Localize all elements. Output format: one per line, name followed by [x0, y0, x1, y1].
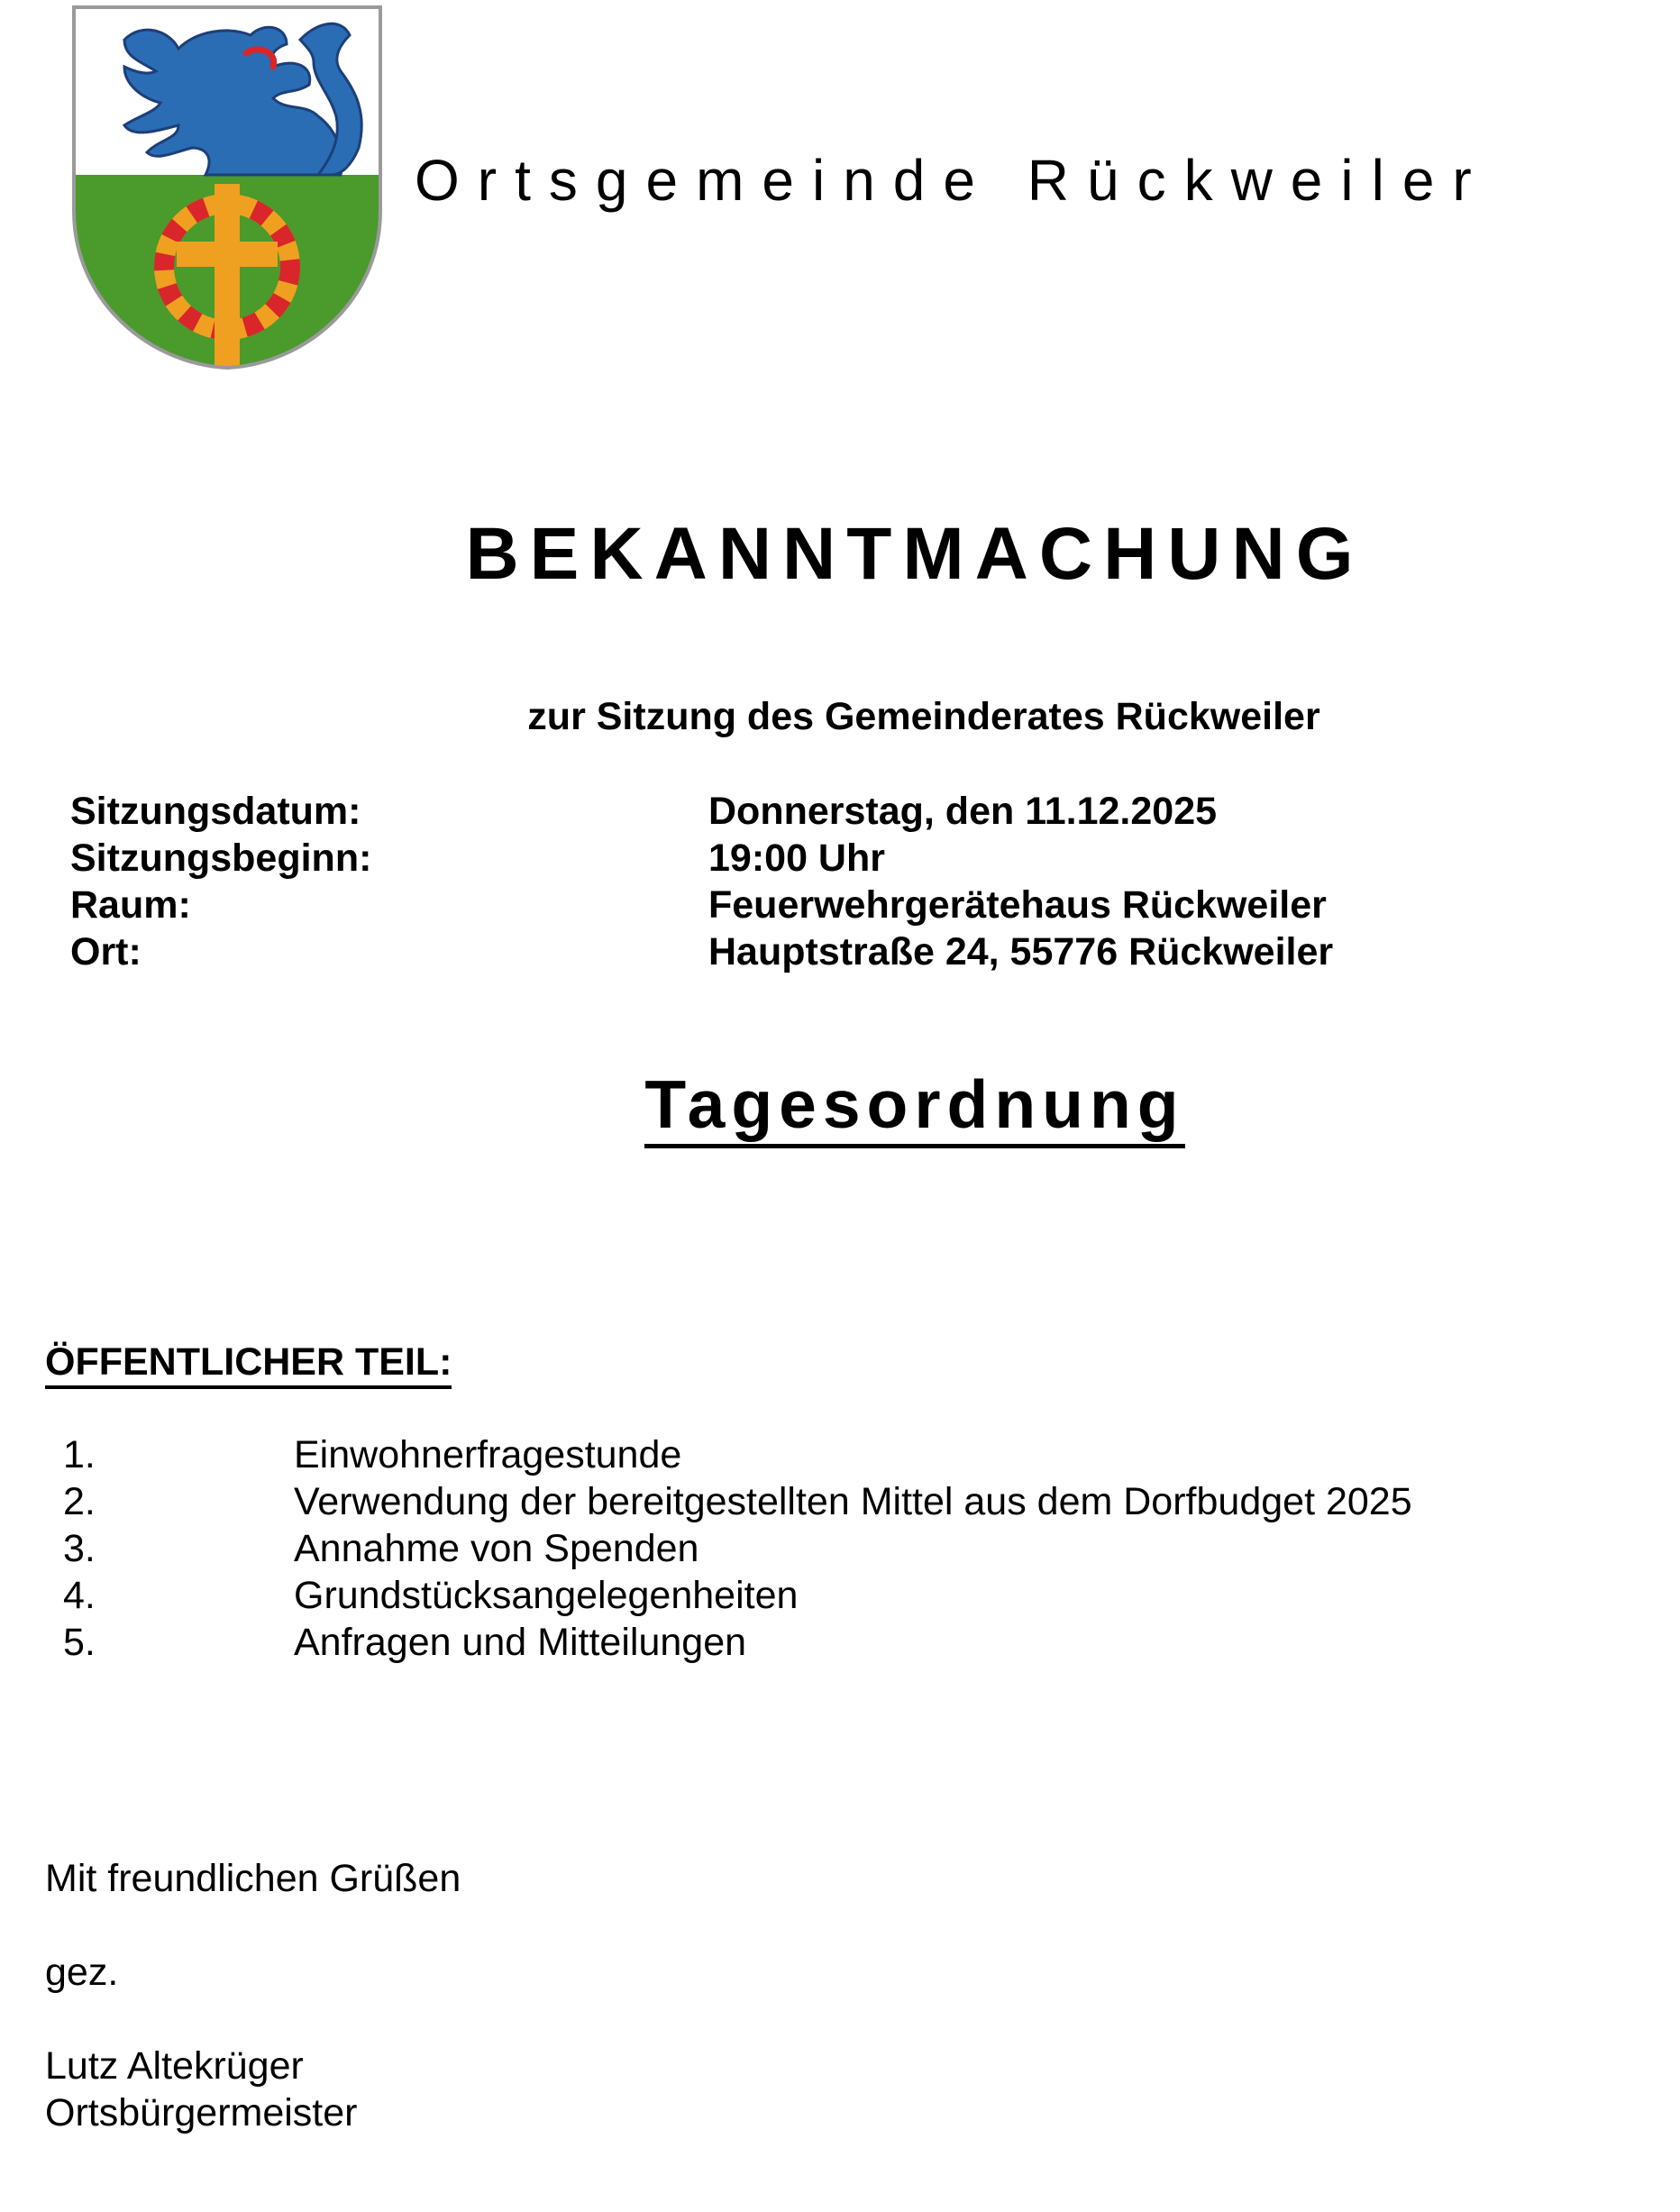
organization-name: Ortsgemeinde Rückweiler — [415, 148, 1490, 213]
closing-signed: gez. — [45, 1951, 119, 1994]
agenda-item-text: Grundstücksangelegenheiten — [294, 1574, 799, 1617]
signatory-role: Ortsbürgermeister — [45, 2091, 358, 2134]
info-value-room: Feuerwehrgerätehaus Rückweiler — [708, 883, 1327, 927]
document-title: BEKANNTMACHUNG — [465, 513, 1365, 595]
agenda-item-text: Verwendung der bereitgestellten Mittel aus dem Dorfbudget 2025 — [294, 1480, 1412, 1523]
agenda-item-number: 2. — [63, 1480, 96, 1523]
section-heading-text: ÖFFENTLICHER TEIL: — [45, 1340, 452, 1389]
agenda-heading-text: Tagesordnung — [644, 1066, 1184, 1148]
agenda-item-number: 5. — [63, 1621, 96, 1664]
agenda-item-number: 1. — [63, 1433, 96, 1476]
info-label-start: Sitzungsbeginn: — [70, 836, 372, 880]
info-value-start: 19:00 Uhr — [708, 836, 885, 880]
agenda-item-number: 3. — [63, 1527, 96, 1570]
info-value-place: Hauptstraße 24, 55776 Rückweiler — [708, 930, 1334, 973]
agenda-heading — [0, 1066, 1680, 1142]
signatory-name: Lutz Altekrüger — [45, 2044, 304, 2088]
coat-of-arms-logo — [70, 4, 384, 371]
document-subtitle: zur Sitzung des Gemeinderates Rückweiler — [527, 695, 1320, 738]
closing-greeting: Mit freundlichen Grüßen — [45, 1857, 461, 1900]
agenda-item-text: Annahme von Spenden — [294, 1527, 699, 1570]
agenda-item-text: Einwohnerfragestunde — [294, 1433, 682, 1476]
info-label-date: Sitzungsdatum: — [70, 790, 361, 833]
info-value-date: Donnerstag, den 11.12.2025 — [708, 790, 1218, 833]
info-label-room: Raum: — [70, 883, 191, 927]
section-heading — [45, 1340, 452, 1384]
agenda-item-text: Anfragen und Mitteilungen — [294, 1621, 747, 1664]
agenda-item-number: 4. — [63, 1574, 96, 1617]
info-label-place: Ort: — [70, 930, 142, 973]
